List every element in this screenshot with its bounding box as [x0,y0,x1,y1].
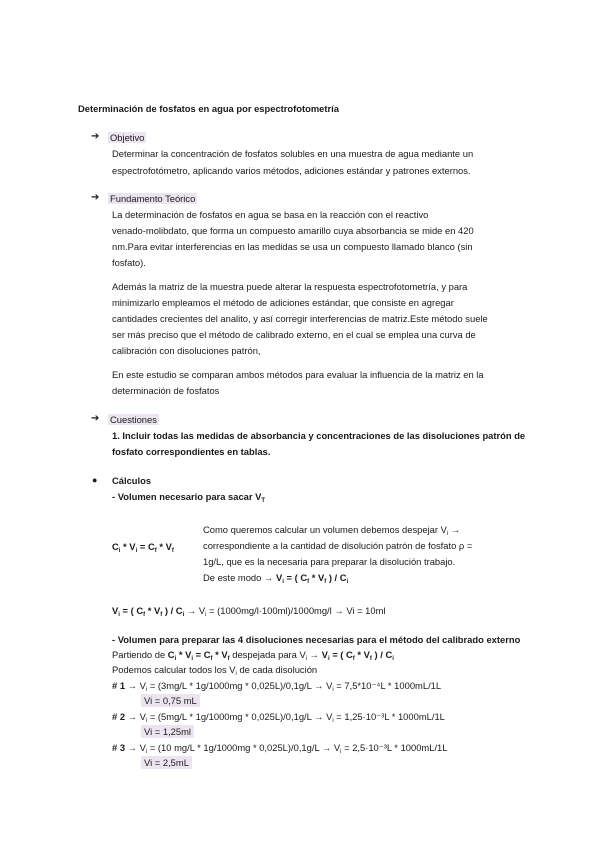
explain-line: Como queremos calcular un volumen debemos despejar $V_i$ → [203,524,461,537]
fundamento-line: minimizarlo empleamos el método de adiciones estándar, que consiste en agregar [112,297,454,308]
podemos-line: Podemos calcular todos los $V_i$ de cada disolución [112,664,318,677]
calc-item: # $2 \to V_i = (5mg/L * 1g/1000mg * 0,025L)/0,1g/L \to V_i = 1,25\cdot 10^{-3}L * 1000mL/1L$ [112,711,445,724]
fundamento-line: Además la matriz de la muestra puede alterar la respuesta espectrofotometría, y para [112,281,468,292]
fundamento-line: ser más preciso que el método de calibrado externo, en el cual se emplea una curva de [112,329,476,340]
calculos-sub1: - Volumen necesario para sacar $V_T$ [112,491,266,504]
calc-result: Vi = 0,75 mL [141,694,200,707]
fundamento-line: cantidades crecientes del analito, y así corregir interferencias de matriz.Este método suele [112,313,488,324]
arrow-icon: ➔ [91,131,100,142]
fundamento-line: calibración con disoluciones patrón, [112,345,261,356]
calc-item: # $1 \to V_i = (3mg/L * 1g/1000mg * 0,025L)/0,1g/L \to V_i = 7,5*10^{-4}L * 1000mL/1L$ [112,680,442,693]
objetivo-line: Determinar la concentración de fosfatos solubles en una muestra de agua mediante un [112,148,474,159]
calc-result: Vi = 1,25ml [141,725,194,738]
arrow-icon: ➔ [91,413,100,424]
calc-item: # $3 \to V_i = (10$ $mg/L * 1g/1000mg * 0,025L)/0,1g/L \to V_i = 2,5\cdot 10^{-3}L * 1000mL/1L$ [112,742,448,755]
fundamento-line: fosfato). [112,257,146,268]
cuestion-line: fosfato correspondientes en tablas. [112,446,271,457]
arrow-icon: ➔ [91,192,100,203]
explain-line: correspondiente a la cantidad de disolución patrón de fosfato ρ = [203,540,473,551]
result-equation: $V_i$ = ( $C_f * V_f$ ) / $C_i \to V_i = (1000mg/l\cdot 100ml)/1000mg/l \to Vi = 10ml$ [112,605,386,618]
fundamento-heading: Fundamento Teórico [110,193,196,204]
calculos-sub2: - Volumen para preparar las 4 disoluciones necesarias para el método del calibrado externo [112,634,521,645]
cuestion-line: 1. Incluir todas las medidas de absorbancia y concentraciones de las disoluciones patrón de [112,430,526,441]
objetivo-heading: Objetivo [110,132,145,143]
bullet-icon: ● [92,475,98,485]
fundamento-line: En este estudio se comparan ambos métodos para evaluar la influencia de la matriz en la [112,369,484,380]
calculos-heading: Cálculos [112,475,152,486]
objetivo-line: espectrofotómetro, aplicando varios métodos, adiciones estándar y patrones externos. [112,165,471,176]
fundamento-line: determinación de fosfatos [112,385,220,396]
dilution-equation: $C_i * V_i = C_f * V_f$ [112,541,174,554]
explain-line: De este modo → $V_i$ = ( $C_f * V_f$ ) / $C_i$ [203,572,349,585]
fundamento-line: La determinación de fosfatos en agua se basa en la reacción con el reactivo [112,209,429,220]
calc-result: Vi = 2,5mL [141,756,192,769]
fundamento-line: venado-molibdato, que forma un compuesto amarillo cuya absorbancia se mide en 420 [112,225,474,236]
fundamento-line: nm.Para evitar interferencias en las medidas se usa un compuesto llamado blanco (sin [112,241,473,252]
partiendo-line: Partiendo de $C_i * V_i = C_f * V_f$ despejada para $V_i \to V_i$ = ( $C_f * V_f$ ) / $C_i$ [112,649,394,662]
explain-line: 1g/L, que es la necesaria para preparar la disolución trabajo. [203,556,456,567]
page-title: Determinación de fosfatos en agua por espectrofotometría [78,103,339,114]
cuestiones-heading: Cuestiones [110,414,157,425]
